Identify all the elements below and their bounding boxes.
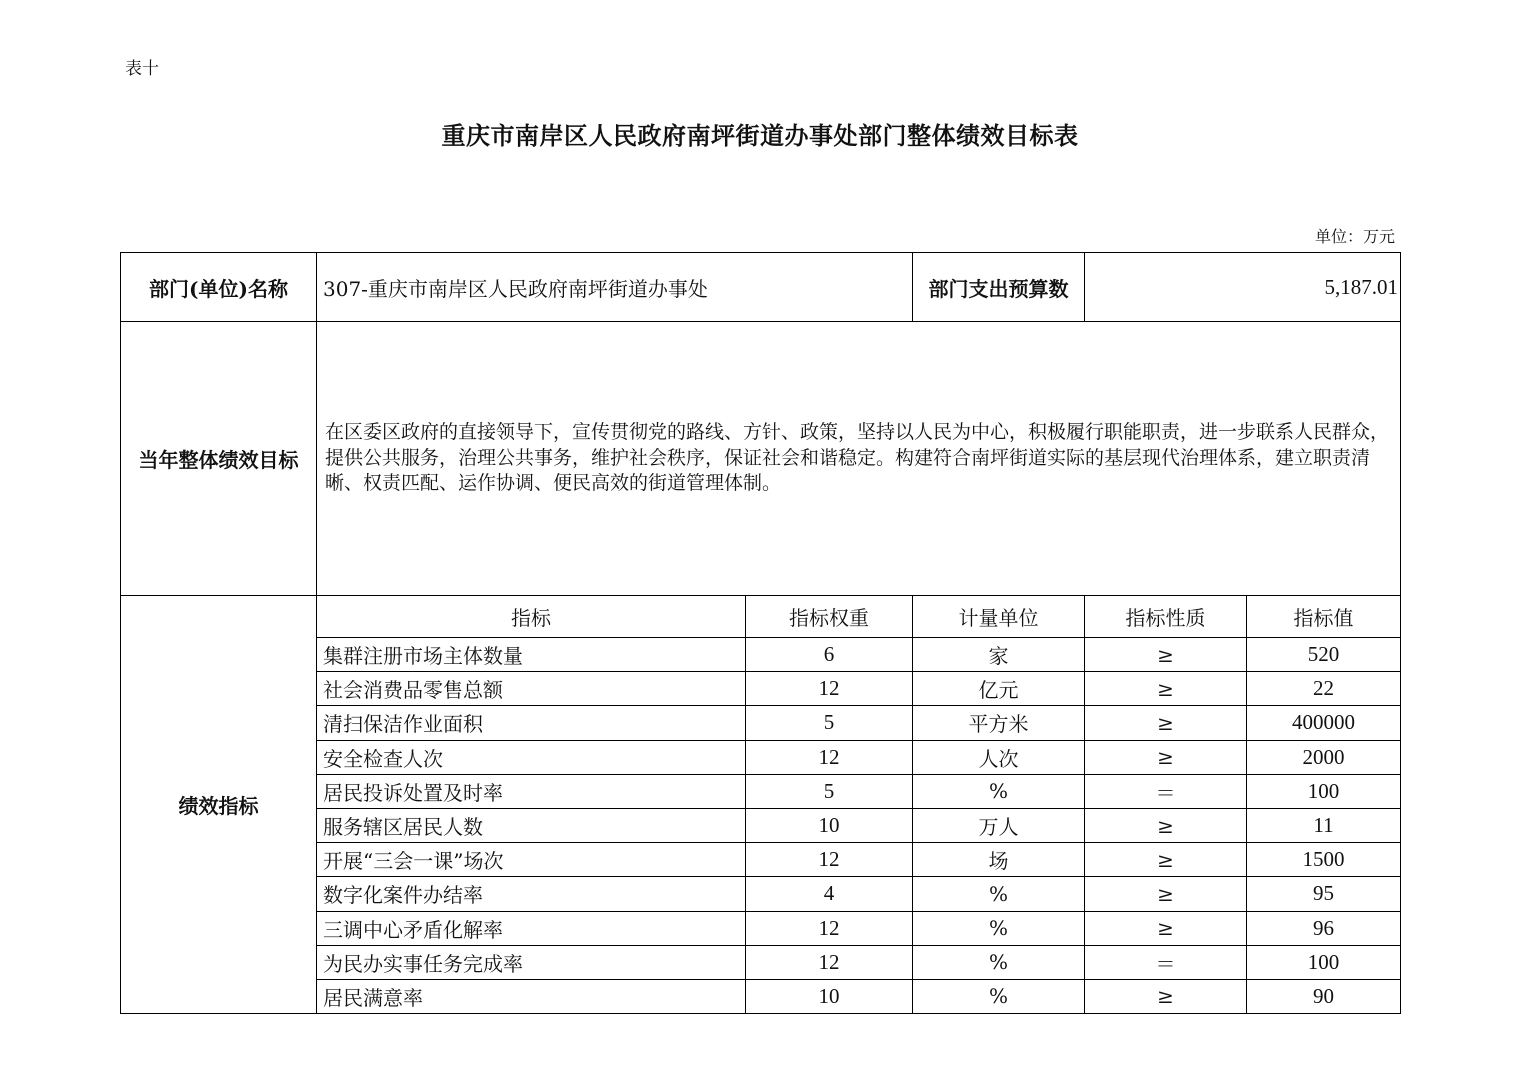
indicator-nature: ≥ <box>1085 877 1247 911</box>
indicator-name: 居民满意率 <box>317 979 746 1013</box>
indicator-value: 100 <box>1247 774 1401 808</box>
indicator-value: 400000 <box>1247 706 1401 740</box>
indicator-value: 96 <box>1247 911 1401 945</box>
table-number: 表十 <box>125 59 159 79</box>
col-header-nature: 指标性质 <box>1085 596 1247 638</box>
indicator-weight: 10 <box>746 979 913 1013</box>
indicator-unit: 亿元 <box>913 672 1085 706</box>
col-header-weight: 指标权重 <box>746 596 913 638</box>
budget-value: 5,187.01 <box>1085 253 1401 322</box>
col-header-value: 指标值 <box>1247 596 1401 638</box>
indicator-nature: ≥ <box>1085 843 1247 877</box>
indicator-value: 520 <box>1247 638 1401 672</box>
indicator-unit: 家 <box>913 638 1085 672</box>
indicator-unit: 平方米 <box>913 706 1085 740</box>
goal-label: 当年整体绩效目标 <box>121 322 317 596</box>
indicator-unit: % <box>913 945 1085 979</box>
indicator-unit: 人次 <box>913 740 1085 774</box>
indicator-name: 数字化案件办结率 <box>317 877 746 911</box>
col-header-unit: 计量单位 <box>913 596 1085 638</box>
indicator-weight: 12 <box>746 911 913 945</box>
indicator-unit: % <box>913 979 1085 1013</box>
indicator-unit: 万人 <box>913 808 1085 842</box>
indicator-nature: ≥ <box>1085 706 1247 740</box>
budget-label: 部门支出预算数 <box>913 253 1085 322</box>
indicator-unit: % <box>913 911 1085 945</box>
indicator-weight: 5 <box>746 706 913 740</box>
goal-row <box>121 322 1401 596</box>
indicator-value: 2000 <box>1247 740 1401 774</box>
indicator-nature: ≥ <box>1085 911 1247 945</box>
indicator-weight: 12 <box>746 740 913 774</box>
indicator-value: 90 <box>1247 979 1401 1013</box>
indicator-value: 11 <box>1247 808 1401 842</box>
indicator-nature: ≥ <box>1085 672 1247 706</box>
indicator-weight: 12 <box>746 945 913 979</box>
indicator-value: 1500 <box>1247 843 1401 877</box>
indicator-nature: ≥ <box>1085 979 1247 1013</box>
indicator-nature: ＝ <box>1085 774 1247 808</box>
goal-text: 在区委区政府的直接领导下，宣传贯彻党的路线、方针、政策，坚持以人民为中心，积极履行职能职责，进一步联系人民群众，提供公共服务，治理公共事务，维护社会秩序，保证社会和谐稳定。构建符合南坪街道实际的基层现代治理体系，建立职责清晰、权责匹配、运作协调、便民高效的街道管理体制。 <box>317 322 1401 596</box>
indicator-value: 100 <box>1247 945 1401 979</box>
col-header-indicator: 指标 <box>317 596 746 638</box>
indicator-weight: 6 <box>746 638 913 672</box>
indicator-name: 为民办实事任务完成率 <box>317 945 746 979</box>
indicator-weight: 12 <box>746 843 913 877</box>
indicator-name: 开展“三会一课”场次 <box>317 843 746 877</box>
dept-name-value: 307-重庆市南岸区人民政府南坪街道办事处 <box>317 253 913 322</box>
indicator-name: 社会消费品零售总额 <box>317 672 746 706</box>
indicator-nature: ≥ <box>1085 808 1247 842</box>
indicator-weight: 10 <box>746 808 913 842</box>
indicator-nature: ≥ <box>1085 638 1247 672</box>
indicator-weight: 5 <box>746 774 913 808</box>
indicator-name: 集群注册市场主体数量 <box>317 638 746 672</box>
indicator-header-row <box>121 596 1401 638</box>
indicator-name: 清扫保洁作业面积 <box>317 706 746 740</box>
indicator-name: 服务辖区居民人数 <box>317 808 746 842</box>
indicator-weight: 4 <box>746 877 913 911</box>
indicators-label: 绩效指标 <box>121 596 317 1014</box>
indicator-value: 95 <box>1247 877 1401 911</box>
indicator-unit: % <box>913 774 1085 808</box>
indicator-unit: % <box>913 877 1085 911</box>
dept-name-label: 部门(单位)名称 <box>121 253 317 322</box>
indicator-name: 三调中心矛盾化解率 <box>317 911 746 945</box>
performance-table <box>120 252 1401 1014</box>
dept-row <box>121 253 1401 322</box>
indicator-name: 居民投诉处置及时率 <box>317 774 746 808</box>
indicator-nature: ＝ <box>1085 945 1247 979</box>
indicator-nature: ≥ <box>1085 740 1247 774</box>
document-title: 重庆市南岸区人民政府南坪街道办事处部门整体绩效目标表 <box>441 121 1079 150</box>
indicator-weight: 12 <box>746 672 913 706</box>
unit-label: 单位：万元 <box>1314 227 1395 246</box>
indicator-value: 22 <box>1247 672 1401 706</box>
indicator-name: 安全检查人次 <box>317 740 746 774</box>
indicator-unit: 场 <box>913 843 1085 877</box>
